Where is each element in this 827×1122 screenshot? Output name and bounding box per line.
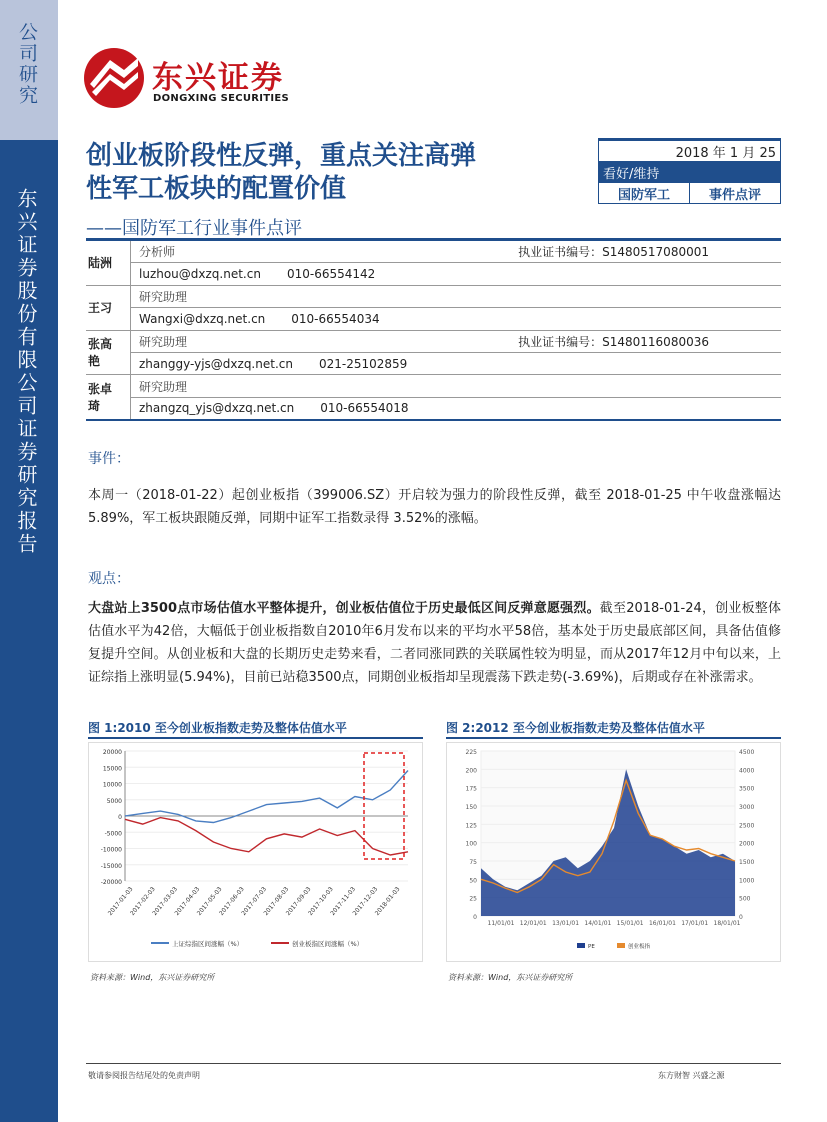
y-tick-label: 20000 <box>102 749 122 756</box>
fig1-title: 图 1:2010 至今创业板指数走势及整体估值水平 <box>88 721 347 735</box>
analyst-contact-row <box>86 352 781 374</box>
x-tick-label: 17/01/01 <box>681 920 709 927</box>
y-right-tick-label: 500 <box>739 895 751 903</box>
view-paragraph <box>88 597 781 689</box>
y-left-tick-label: 175 <box>465 785 477 793</box>
y-tick-label: -10000 <box>100 846 122 854</box>
logo-name-en: DONGXING SECURITIES <box>153 93 290 104</box>
analyst-contact-row <box>86 397 781 420</box>
title-line-2: 性军工板块的配置价值 <box>86 174 347 204</box>
x-tick-label: 2017-05-03 <box>195 885 224 918</box>
x-tick-label: 2017-12-03 <box>351 885 380 918</box>
y-left-tick-label: 125 <box>465 822 477 830</box>
analyst-license: 执业证书编号：S1480116080036 <box>256 330 781 352</box>
y-tick-label: -15000 <box>100 862 122 870</box>
analyst-role: 研究助理 <box>131 375 256 397</box>
report-type-tag: 事件点评 <box>690 183 781 204</box>
series-line-0 <box>125 771 408 823</box>
date-rating-box <box>598 138 781 204</box>
analyst-license <box>256 285 781 307</box>
series-line-1 <box>125 818 408 855</box>
fig2-title: 图 2:2012 至今创业板指数走势及整体估值水平 <box>446 721 705 735</box>
analyst-email[interactable]: zhangzq_yjs@dxzq.net.cn <box>139 401 295 416</box>
side-category-band <box>0 0 58 140</box>
analyst-row <box>86 285 781 307</box>
logo-name-cn: 东兴证券 <box>152 60 284 96</box>
y-right-tick-label: 4000 <box>739 767 755 775</box>
analyst-email[interactable]: Wangxi@dxzq.net.cn <box>139 311 266 326</box>
y-right-tick-label: 3500 <box>739 785 755 793</box>
rating-badge: 看好/维持 <box>599 162 781 183</box>
event-paragraph: 本周一（2018-01-22）起创业板指（399006.SZ）开启较为强力的阶段性反弹，截至 2018-01-25 中午收盘涨幅达 5.89%，军工板块跟随反弹，同期中证军工指数录得 3.52%的涨幅。 <box>88 488 781 526</box>
analyst-name: 张卓琦 <box>86 375 131 420</box>
analyst-row <box>86 375 781 397</box>
y-tick-label: 5000 <box>106 797 122 805</box>
event-heading: 事件： <box>88 451 130 467</box>
analyst-table <box>86 238 781 421</box>
analyst-contact[interactable] <box>131 397 782 420</box>
y-tick-label: 10000 <box>102 781 122 789</box>
y-tick-label: 15000 <box>102 765 122 773</box>
legend-label: 创业板指区间涨幅（%） <box>292 940 364 948</box>
x-tick-label: 2017-11-03 <box>329 885 358 918</box>
analyst-phone: 010-66554034 <box>291 311 380 326</box>
side-org-band <box>0 140 58 1122</box>
analyst-row <box>86 330 781 352</box>
x-tick-label: 2017-07-03 <box>240 885 269 918</box>
footer-disclaimer-link[interactable]: 敬请参阅报告结尾处的免责声明 <box>88 1071 200 1080</box>
x-tick-label: 14/01/01 <box>584 920 612 927</box>
y-right-tick-label: 2000 <box>739 840 755 848</box>
y-right-tick-label: 2500 <box>739 822 755 830</box>
view-heading: 观点： <box>88 571 130 587</box>
highlight-box <box>364 753 404 859</box>
x-tick-label: 2017-01-03 <box>106 885 135 918</box>
legend-swatch <box>577 943 585 948</box>
legend-label: 创业板指 <box>628 944 651 950</box>
fig2-rule <box>446 737 781 739</box>
x-tick-label: 2017-06-03 <box>218 885 246 918</box>
y-tick-label: 0 <box>118 814 122 821</box>
report-title <box>86 140 526 206</box>
x-tick-label: 15/01/01 <box>616 920 644 927</box>
analyst-role: 研究助理 <box>131 285 256 307</box>
y-left-tick-label: 225 <box>465 749 477 756</box>
analyst-contact[interactable] <box>131 263 782 285</box>
view-bold-lead: 大盘站上3500点市场估值水平整体提升，创业板估值位于历史最低区间反弹意愿强烈。 <box>88 601 600 616</box>
view-text: 截至2018-01-24，创业板整体估值水平为42倍，大幅低于创业板指数自2010年6月发布以来的平均水平58倍，基本处于历史最底部区间，具备估值修复提升空间。从创业板和大盘的长期历史走势来看，二者同涨同跌的关联属性较为明显，而从2017年12月中旬以来，上证综指上涨明显(5.94%)，目前已站稳3500点，同期创业板指却呈现震荡下跌走势(-3.69%)，后期或存在补涨需求。 <box>88 601 781 685</box>
side-org-label: 东兴证券股份有限公司证券研究报告 <box>14 188 38 556</box>
y-left-tick-label: 150 <box>465 804 477 811</box>
analyst-license <box>256 375 781 397</box>
analyst-email[interactable]: zhanggy-yjs@dxzq.net.cn <box>139 356 293 371</box>
fig1-chart-frame <box>88 742 423 962</box>
x-tick-label: 12/01/01 <box>519 920 547 927</box>
industry-tag: 国防军工 <box>599 183 690 204</box>
fig2-source: 资料来源：Wind，东兴证券研究所 <box>448 973 573 982</box>
title-line-1: 创业板阶段性反弹，重点关注高弹 <box>86 141 477 171</box>
x-tick-label: 2017-09-03 <box>284 885 313 918</box>
analyst-email[interactable]: luzhou@dxzq.net.cn <box>139 267 261 282</box>
y-left-tick-label: 50 <box>469 877 477 885</box>
x-tick-label: 13/01/01 <box>552 920 580 927</box>
footer-slogan: 东方财智 兴盛之源 <box>658 1071 725 1080</box>
analyst-license: 执业证书编号：S1480517080001 <box>256 240 781 263</box>
analyst-role: 分析师 <box>131 240 256 263</box>
legend-label: PE <box>588 944 595 950</box>
x-tick-label: 2017-10-03 <box>307 885 335 918</box>
analyst-contact[interactable] <box>131 308 782 330</box>
y-left-tick-label: 100 <box>465 840 477 848</box>
analyst-role: 研究助理 <box>131 330 256 352</box>
x-tick-label: 16/01/01 <box>648 920 676 927</box>
analyst-phone: 021-25102859 <box>318 356 408 371</box>
y-tick-label: -20000 <box>100 879 122 886</box>
analyst-contact-row <box>86 263 781 285</box>
x-tick-label: 11/01/01 <box>487 920 515 927</box>
x-tick-label: 2017-03-03 <box>151 885 180 918</box>
report-date: 2018 年 1 月 25 <box>599 140 781 162</box>
y-right-tick-label: 3000 <box>739 804 755 811</box>
fig1-rule <box>88 737 423 739</box>
report-subtitle: ——国防军工行业事件点评 <box>86 218 302 239</box>
analyst-contact-row <box>86 308 781 330</box>
y-left-tick-label: 200 <box>465 767 477 775</box>
footer-rule <box>86 1063 781 1064</box>
analyst-name: 陆洲 <box>86 240 131 286</box>
y-left-tick-label: 25 <box>469 895 477 903</box>
x-tick-label: 2017-08-03 <box>262 885 291 918</box>
y-left-tick-label: 75 <box>469 859 477 866</box>
legend-label: 上证综指区间涨幅（%） <box>172 940 244 948</box>
analyst-name: 王习 <box>86 285 131 330</box>
y-right-tick-label: 4500 <box>739 749 755 756</box>
x-tick-label: 18/01/01 <box>713 920 741 927</box>
analyst-name: 张高艳 <box>86 330 131 375</box>
fig1-source: 资料来源：Wind，东兴证券研究所 <box>90 973 215 982</box>
y-right-tick-label: 0 <box>739 914 743 921</box>
y-left-tick-label: 0 <box>473 914 477 921</box>
analyst-contact[interactable] <box>131 352 782 374</box>
analyst-phone: 010-66554142 <box>286 267 376 282</box>
y-right-tick-label: 1500 <box>739 859 755 866</box>
x-tick-label: 2018-01-03 <box>373 885 402 918</box>
fig2-chart-frame <box>446 742 781 962</box>
legend-swatch <box>617 943 625 948</box>
x-tick-label: 2017-04-03 <box>173 885 202 918</box>
side-category-label: 公司研究 <box>16 22 38 106</box>
fig1-chart <box>89 743 422 961</box>
x-tick-label: 2017-02-03 <box>129 885 157 918</box>
fig2-chart <box>447 743 780 961</box>
y-tick-label: -5000 <box>104 830 122 838</box>
analyst-row <box>86 240 781 263</box>
analyst-phone: 010-66554018 <box>320 401 409 416</box>
y-right-tick-label: 1000 <box>739 877 755 885</box>
